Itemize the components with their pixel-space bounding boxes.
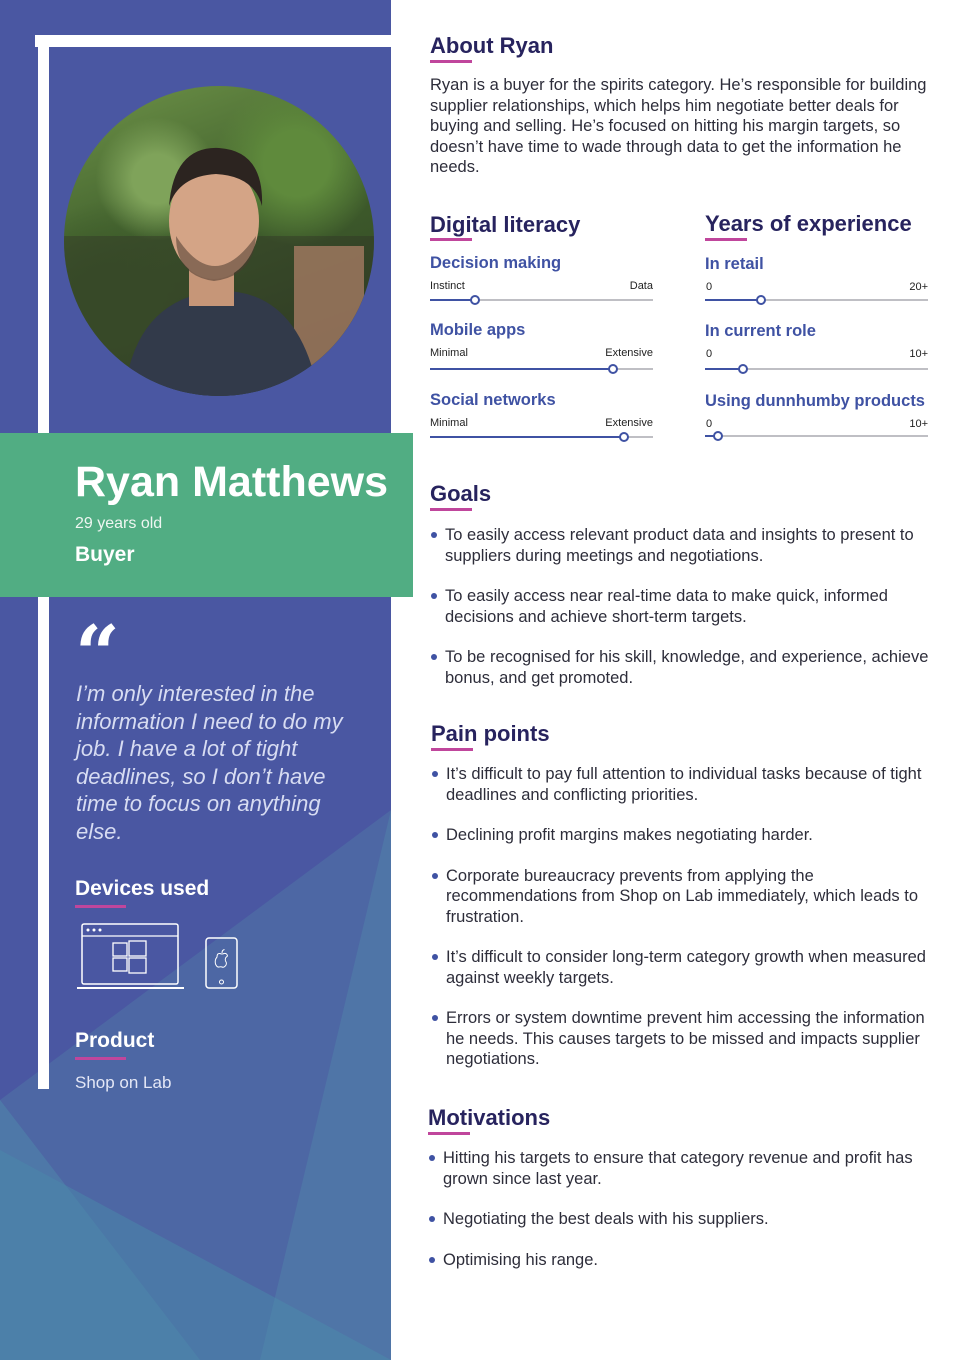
list-item: It’s difficult to pay full attention to individual tasks because of tight deadlines and conflicting priorities. [431, 764, 931, 805]
scale-min: 0 [706, 418, 713, 430]
dunnhumby-products-slider [705, 435, 928, 437]
metric-label: Social networks [430, 391, 556, 409]
metric-label: In retail [705, 255, 764, 273]
list-item: Errors or system downtime prevent him accessing the information he needs. This causes targets to be missed and impacts supplier negotiations. [431, 1008, 931, 1070]
list-item: Hitting his targets to ensure that category revenue and profit has grown since last year. [428, 1148, 928, 1189]
scale-min: Minimal [430, 417, 468, 429]
pain-points-heading: Pain points [431, 721, 550, 746]
list-item: Declining profit margins makes negotiating harder. [431, 825, 931, 846]
windows-laptop-icon [76, 923, 186, 991]
slider-knob [608, 364, 618, 374]
product-name: Shop on Lab [75, 1073, 172, 1092]
scale-min: 0 [706, 348, 713, 360]
persona-name: Ryan Matthews [75, 458, 389, 506]
metric-label: Decision making [430, 254, 562, 272]
metric-label: Mobile apps [430, 321, 526, 339]
product-heading: Product [75, 1029, 155, 1052]
slider-knob [756, 295, 766, 305]
devices-underline [75, 905, 126, 908]
quote-mark-icon: “ [75, 609, 120, 700]
current-role-slider [705, 368, 928, 370]
pain-points-underline [431, 748, 473, 751]
decision-making-slider [430, 299, 653, 301]
scale-max: Extensive [605, 347, 653, 359]
scale-max: Extensive [605, 417, 653, 429]
apple-phone-icon [205, 937, 239, 990]
scale-max: 10+ [909, 418, 928, 430]
slider-fill [430, 299, 475, 301]
slider-knob [619, 432, 629, 442]
scale-min: 0 [706, 281, 713, 293]
list-item: To easily access relevant product data and insights to present to suppliers during meetings and negotiations. [430, 525, 930, 566]
list-item: Corporate bureaucracy prevents from applying the recommendations from Shop on Lab immediately, which leads to frustration. [431, 866, 931, 928]
digital-literacy-heading: Digital literacy [430, 212, 581, 237]
metric-label: In current role [705, 322, 816, 340]
social-networks-slider [430, 436, 653, 438]
list-item: To be recognised for his skill, knowledge, and experience, achieve bonus, and get promoted. [430, 647, 930, 688]
pain-points-list [431, 764, 931, 1070]
about-heading: About Ryan [430, 33, 554, 58]
slider-knob [470, 295, 480, 305]
slider-knob [738, 364, 748, 374]
scale-max: 10+ [909, 348, 928, 360]
list-item: It’s difficult to consider long-term category growth when measured against weekly targets. [431, 947, 931, 988]
motivations-underline [428, 1132, 470, 1135]
list-item: To easily access near real-time data to make quick, informed decisions and achieve short-term targets. [430, 586, 930, 627]
scale-min: Instinct [430, 280, 465, 292]
scale-max: Data [629, 280, 653, 292]
list-item: Optimising his range. [428, 1250, 928, 1271]
goals-underline [430, 508, 472, 511]
motivations-list [428, 1148, 928, 1270]
in-retail-slider [705, 299, 928, 301]
metric-label: Using dunnhumby products [705, 392, 925, 410]
persona-role: Buyer [75, 543, 135, 566]
mobile-apps-slider [430, 368, 653, 370]
scale-min: Minimal [430, 347, 468, 359]
about-underline [430, 60, 472, 63]
list-item: Negotiating the best deals with his suppliers. [428, 1209, 928, 1230]
goals-heading: Goals [430, 481, 492, 506]
slider-fill [430, 436, 624, 438]
goals-list [430, 525, 930, 688]
profile-photo [64, 86, 374, 396]
experience-underline [705, 238, 747, 241]
digital-literacy-underline [430, 238, 472, 241]
slider-fill [430, 368, 613, 370]
about-text: Ryan is a buyer for the spirits category. He’s responsible for building supplier relationships, which helps him negotiate better deals for buying and selling. He’s focused on hitting his margin targets, so doesn’t have time to wade through data to get the information he needs. [430, 76, 927, 176]
devices-heading: Devices used [75, 877, 210, 900]
frame-top-bar [35, 35, 391, 47]
motivations-heading: Motivations [428, 1105, 551, 1130]
persona-quote: I’m only interested in the information I need to do my job. I have a lot of tight deadlines, so I don’t have time to focus on anything else. [76, 681, 343, 844]
persona-age: 29 years old [75, 515, 163, 532]
experience-heading: Years of experience [705, 211, 912, 236]
product-underline [75, 1057, 126, 1060]
scale-max: 20+ [909, 281, 928, 293]
slider-fill [705, 299, 761, 301]
slider-knob [713, 431, 723, 441]
